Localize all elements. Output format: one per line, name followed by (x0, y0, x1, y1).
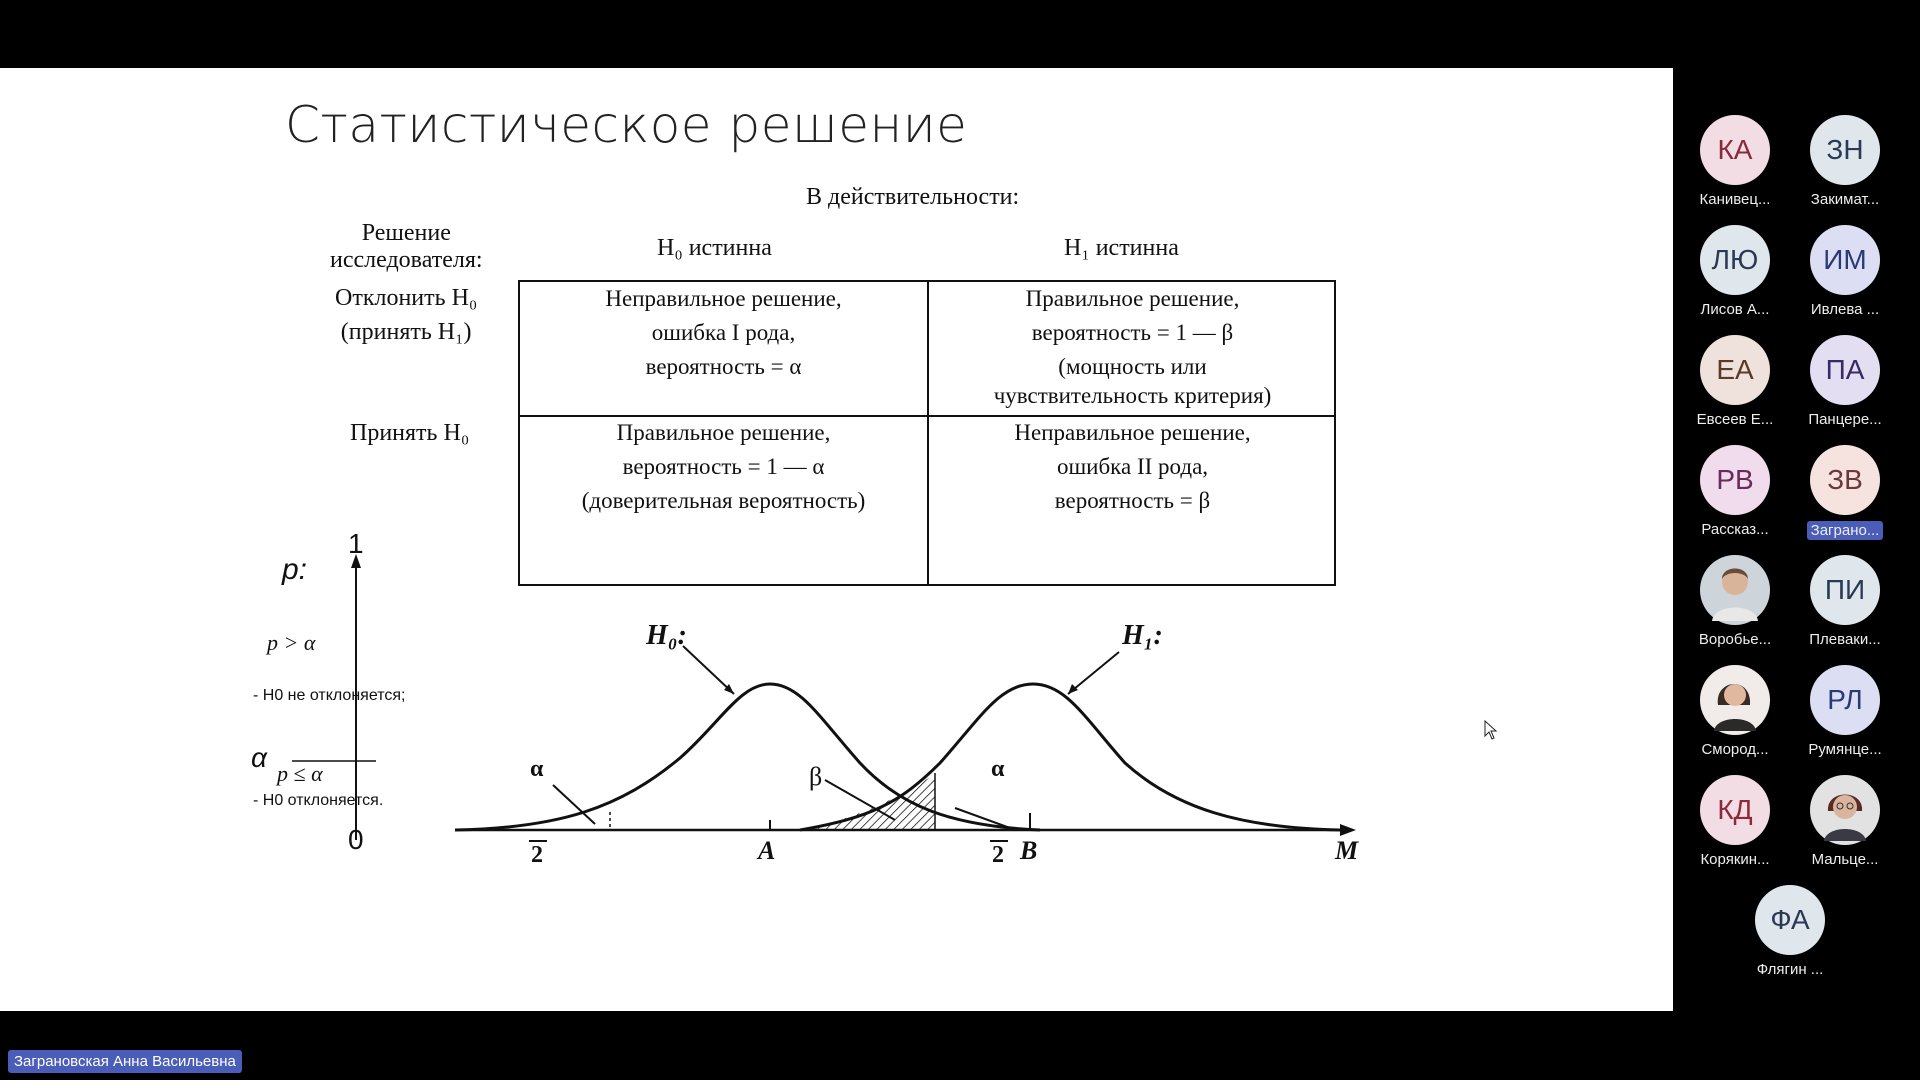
participant-tile[interactable] (1790, 555, 1900, 648)
cell-line: Неправильное решение, (1014, 420, 1251, 445)
decision-header-line1: Решение (361, 220, 451, 246)
p-label: p: (282, 553, 308, 586)
h1-leader-arrow (1068, 684, 1078, 694)
p-axis-zero: 0 (348, 824, 364, 855)
avatar: ПИ (1810, 555, 1880, 625)
presentation-slide (0, 68, 1673, 1011)
cell-line: ошибка I рода, (651, 320, 796, 345)
participant-name: Панцере... (1808, 411, 1882, 428)
avatar: ЗН (1810, 115, 1880, 185)
participant-name: Корякин... (1700, 851, 1770, 868)
axis-m-label: M (1335, 836, 1359, 865)
h0-leader (683, 646, 734, 694)
right-alpha-numerator: α (991, 756, 1005, 782)
point-b-label: B (1020, 836, 1038, 865)
beta-label: β (809, 762, 823, 791)
participant-name: Лисов А... (1700, 301, 1770, 318)
m-axis-arrow (1340, 824, 1356, 836)
h1-curve (800, 684, 1340, 830)
participant-tile[interactable] (1680, 115, 1790, 208)
avatar-photo (1810, 775, 1880, 845)
participant-name: Ивлева ... (1810, 301, 1880, 318)
rejected-note: - H0 отклоняется. (253, 792, 384, 809)
slide-title: Статистическое решение (285, 96, 968, 154)
cell-line: вероятность = β (1054, 488, 1211, 513)
participants-panel (1680, 115, 1920, 995)
h0-label: H₀: (646, 620, 687, 651)
cell-line: вероятность = α (645, 354, 802, 379)
cell-line: чувствительность критерия) (993, 383, 1272, 408)
row-header-reject-line1: Отклонить H₀ (335, 285, 478, 311)
participant-tile[interactable] (1790, 115, 1900, 208)
p-less-equal-alpha: p ≤ α (277, 761, 323, 786)
column-header-h0: H₀ истинна (657, 235, 772, 261)
cell-line: вероятность = 1 — α (622, 454, 825, 479)
participant-name: Евсеев Е... (1696, 411, 1774, 428)
avatar: КД (1700, 775, 1770, 845)
active-speaker-name: Заграновская Анна Васильевна (8, 1050, 242, 1073)
avatar-photo (1700, 665, 1770, 735)
reality-header: В действительности: (806, 184, 1020, 210)
avatar: ФА (1755, 885, 1825, 955)
cell-line: (доверительная вероятность) (581, 488, 866, 513)
left-alpha-numerator: α (530, 756, 544, 782)
mouse-pointer-icon (1484, 720, 1498, 740)
participant-name: Воробье... (1698, 631, 1772, 648)
avatar-photo (1700, 555, 1770, 625)
participant-name: Румянце... (1808, 741, 1882, 758)
person-photo-icon (1700, 555, 1770, 625)
p-axis-one: 1 (348, 528, 364, 559)
row-header-reject-line2: (принять H₁) (340, 319, 472, 345)
participant-tile[interactable] (1680, 665, 1790, 758)
participant-name: Канивец... (1699, 191, 1771, 208)
row-header-accept: Принять H₀ (350, 420, 470, 446)
participant-tile[interactable] (1680, 335, 1790, 428)
participant-name: Закимат... (1810, 191, 1880, 208)
participant-tile[interactable] (1680, 445, 1790, 538)
participant-tile[interactable] (1680, 555, 1790, 648)
person-photo-icon (1810, 775, 1880, 845)
cell-line: Неправильное решение, (605, 286, 842, 311)
participant-tile[interactable] (1790, 335, 1900, 428)
person-photo-icon (1700, 665, 1770, 735)
avatar: РВ (1700, 445, 1770, 515)
participant-tile[interactable] (1680, 225, 1790, 318)
participant-name-active: Заграно... (1807, 521, 1884, 540)
distribution-diagram (0, 68, 1673, 1011)
cell-line: Правильное решение, (616, 420, 831, 445)
left-alpha-denominator: 2 (531, 842, 543, 868)
avatar: ИМ (1810, 225, 1880, 295)
participant-tile[interactable] (1790, 665, 1900, 758)
cell-line: (мощность или (1058, 354, 1207, 379)
participant-tile[interactable] (1680, 775, 1790, 868)
not-rejected-note: - H0 не отклоняется; (253, 687, 406, 704)
cell-line: Правильное решение, (1025, 286, 1240, 311)
participant-tile[interactable] (1790, 225, 1900, 318)
alpha-level-label: α (251, 742, 267, 773)
participant-name: Мальце... (1811, 851, 1879, 868)
avatar: ЗВ (1810, 445, 1880, 515)
cell-line: вероятность = 1 — β (1031, 320, 1234, 345)
participant-name: Плеваки... (1809, 631, 1881, 648)
avatar: ПА (1810, 335, 1880, 405)
cell-line: ошибка II рода, (1056, 454, 1209, 479)
avatar: РЛ (1810, 665, 1880, 735)
p-greater-alpha: p > α (267, 630, 316, 655)
avatar: ЛЮ (1700, 225, 1770, 295)
participant-name: Смород... (1701, 741, 1769, 758)
avatar: КА (1700, 115, 1770, 185)
participant-name: Флягин ... (1756, 961, 1824, 978)
avatar: ЕА (1700, 335, 1770, 405)
participant-tile[interactable] (1735, 885, 1845, 978)
participant-name: Рассказ... (1701, 521, 1769, 538)
participant-tile[interactable] (1790, 775, 1900, 868)
participant-tile[interactable] (1790, 445, 1900, 545)
right-alpha-denominator: 2 (992, 842, 1004, 868)
column-header-h1: H₁ истинна (1064, 235, 1179, 261)
point-a-label: A (758, 836, 776, 865)
h1-label: H₁: (1122, 620, 1163, 651)
decision-header-line2: исследователя: (330, 247, 483, 273)
